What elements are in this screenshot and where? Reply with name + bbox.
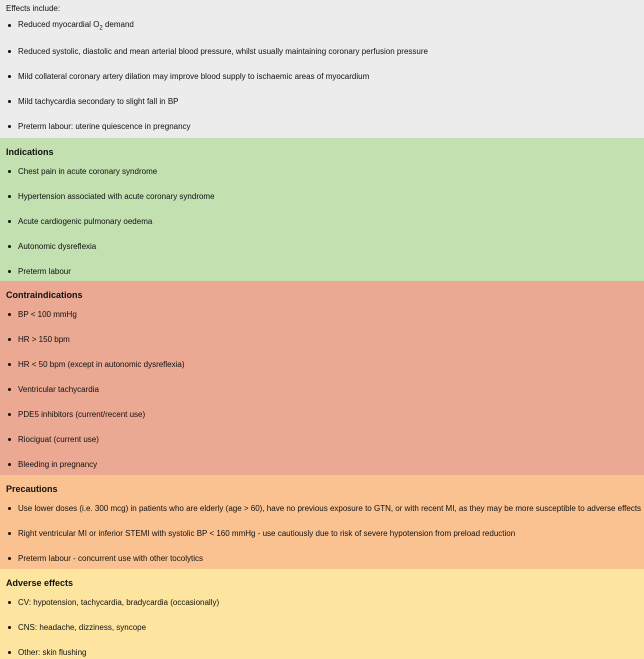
contraindications-heading: Contraindications: [6, 290, 83, 300]
effects-item-text: Reduced myocardial O: [18, 20, 100, 29]
bullet-icon: [8, 313, 11, 316]
bullet-icon: [8, 170, 11, 173]
list-item: [6, 234, 638, 259]
bullet-icon: [8, 626, 11, 629]
o2-subscript: 2: [99, 25, 103, 32]
list-item: [6, 615, 638, 640]
indications-item-text: Preterm labour: [18, 267, 71, 276]
bullet-icon: [8, 125, 11, 128]
contraindications-item-text: Riociguat (current use): [18, 435, 99, 444]
indications-item-text: Chest pain in acute coronary syndrome: [18, 167, 158, 176]
bullet-icon: [8, 24, 11, 27]
bullet-icon: [8, 601, 11, 604]
effects-item-suffix: demand: [102, 20, 134, 29]
list-item: [6, 64, 638, 89]
list-item: [6, 159, 638, 184]
contraindications-item-text: Bleeding in pregnancy: [18, 460, 98, 469]
list-item: [6, 496, 642, 521]
contraindications-item-text: PDE5 inhibitors (current/recent use): [18, 410, 146, 419]
effects-item-text: Mild collateral coronary artery dilation may improve blood supply to ischaemic areas of myocardium: [18, 71, 370, 81]
bullet-icon: [8, 220, 11, 223]
contraindications-list: [6, 302, 638, 475]
effects-section: [0, 0, 644, 138]
list-item: [6, 546, 638, 569]
precautions-item-text: Preterm labour - concurrent use with other tocolytics: [18, 554, 203, 563]
contraindications-item-text: HR > 150 bpm: [18, 335, 70, 344]
bullet-icon: [8, 463, 11, 466]
list-item: [6, 39, 638, 64]
bullet-icon: [8, 363, 11, 366]
bullet-icon: [8, 338, 11, 341]
contraindications-item-text: BP < 100 mmHg: [18, 310, 77, 319]
list-item: [6, 402, 638, 427]
precautions-item-text: Use lower doses (i.e. 300 mcg) in patients who are elderly (age > 60), have no previous exposure to GTN, or with recent MI, as they may be more susceptible to adverse effects: [18, 504, 642, 513]
precautions-list: [6, 496, 642, 569]
bullet-icon: [8, 388, 11, 391]
list-item: [6, 302, 638, 327]
list-item: [6, 259, 638, 281]
list-item: [6, 114, 638, 138]
list-item: [6, 377, 638, 402]
bullet-icon: [8, 651, 11, 654]
indications-item-text: Hypertension associated with acute coronary syndrome: [18, 192, 215, 201]
list-item: [6, 640, 638, 659]
adverse-item-text: Other: skin flushing: [18, 648, 87, 657]
list-item: [6, 15, 638, 39]
list-item: [6, 352, 638, 377]
bullet-icon: [8, 507, 11, 510]
contraindications-section: [0, 281, 644, 475]
adverse-effects-section: [0, 569, 644, 659]
bullet-icon: [8, 75, 11, 78]
bullet-icon: [8, 270, 11, 273]
list-item: [6, 209, 638, 234]
precautions-item-text: Right ventricular MI or inferior STEMI with systolic BP < 160 mmHg - use cautiously due to risk of severe hypotension from preload reduction: [18, 529, 516, 538]
contraindications-item-text: Ventricular tachycardia: [18, 385, 99, 394]
contraindications-item-text: HR < 50 bpm (except in autonomic dysreflexia): [18, 360, 185, 369]
adverse-item-text: CNS: headache, dizziness, syncope: [18, 623, 147, 632]
indications-item-text: Autonomic dysreflexia: [18, 242, 97, 251]
bullet-icon: [8, 438, 11, 441]
bullet-icon: [8, 100, 11, 103]
adverse-effects-heading: Adverse effects: [6, 578, 74, 588]
indications-list: [6, 159, 638, 281]
list-item: [6, 327, 638, 352]
effects-item-text: Preterm labour: uterine quiescence in pregnancy: [18, 121, 191, 131]
bullet-icon: [8, 413, 11, 416]
list-item: [6, 521, 638, 546]
precautions-section: [0, 475, 644, 569]
bullet-icon: [8, 557, 11, 560]
adverse-item-text: CV: hypotension, tachycardia, bradycardia (occasionally): [18, 598, 220, 607]
bullet-icon: [8, 50, 11, 53]
bullet-icon: [8, 245, 11, 248]
indications-section: [0, 138, 644, 281]
list-item: [6, 452, 638, 475]
indications-item-text: Acute cardiogenic pulmonary oedema: [18, 217, 153, 226]
precautions-heading: Precautions: [6, 484, 58, 494]
list-item: [6, 89, 638, 114]
adverse-effects-list: [6, 590, 638, 659]
effects-item-text: Mild tachycardia secondary to slight fall in BP: [18, 96, 179, 106]
effects-intro: Effects include:: [6, 4, 61, 13]
indications-heading: Indications: [6, 147, 54, 157]
effects-list: [6, 15, 638, 138]
bullet-icon: [8, 195, 11, 198]
list-item: [6, 427, 638, 452]
bullet-icon: [8, 532, 11, 535]
list-item: [6, 590, 638, 615]
effects-item-text: Reduced systolic, diastolic and mean arterial blood pressure, whilst usually maintaining coronary perfusion pressure: [18, 46, 428, 56]
list-item: [6, 184, 638, 209]
